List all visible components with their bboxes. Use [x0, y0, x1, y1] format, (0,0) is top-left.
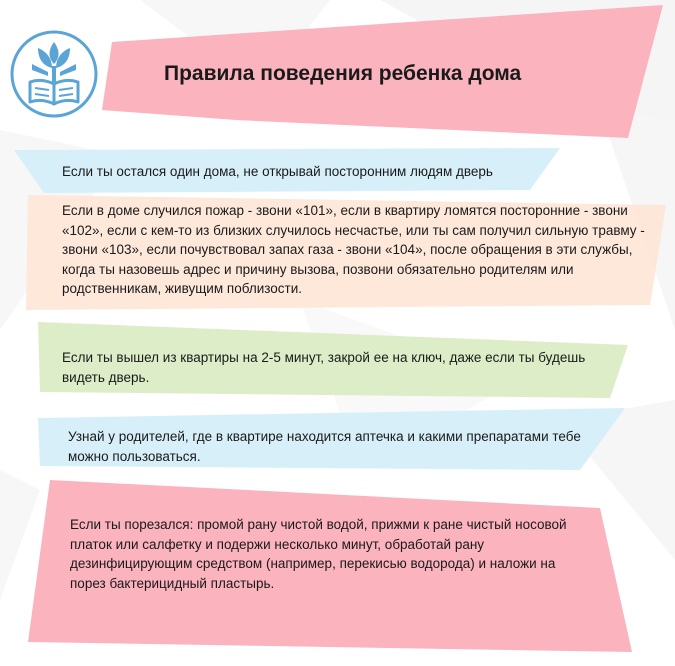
rule-text-3: Если ты вышел из квартиры на 2-5 минут, закрой ее на ключ, даже если ты будешь видеть дверь. — [62, 350, 586, 385]
rule-text-4: Узнай у родителей, где в квартире находится аптечка и какими препаратами тебе можно пользоваться. — [68, 429, 581, 464]
ghost-shape-6 — [0, 470, 40, 600]
rule-text-1: Если ты остался один дома, не открывай посторонним людям дверь — [62, 164, 493, 179]
rule-text-5: Если ты порезался: промой рану чистой водой, прижми к ране чистый носовой платок или салфетку и подержи несколько минут, обработай рану дезинфицирующим средством (например, перекисью водорода) и наложи на порез бактерицидный пластырь. — [70, 517, 567, 591]
page-title: Правила поведения ребенка дома — [164, 62, 522, 85]
book-flower-logo-icon — [8, 28, 100, 120]
rule-text-2: Если в доме случился пожар - звони «101», если в квартиру ломятся посторонние - звони «102», если с кем-то из близких случилось несчастье, или ты сам получил сильную травму - звони «103», если почувствовал запах газа - звони «104», после обращения в эти службы, когда ты назовешь адрес и причину вызова, позвони обязательно родителям или родственникам, живущим поблизости. — [62, 203, 645, 296]
